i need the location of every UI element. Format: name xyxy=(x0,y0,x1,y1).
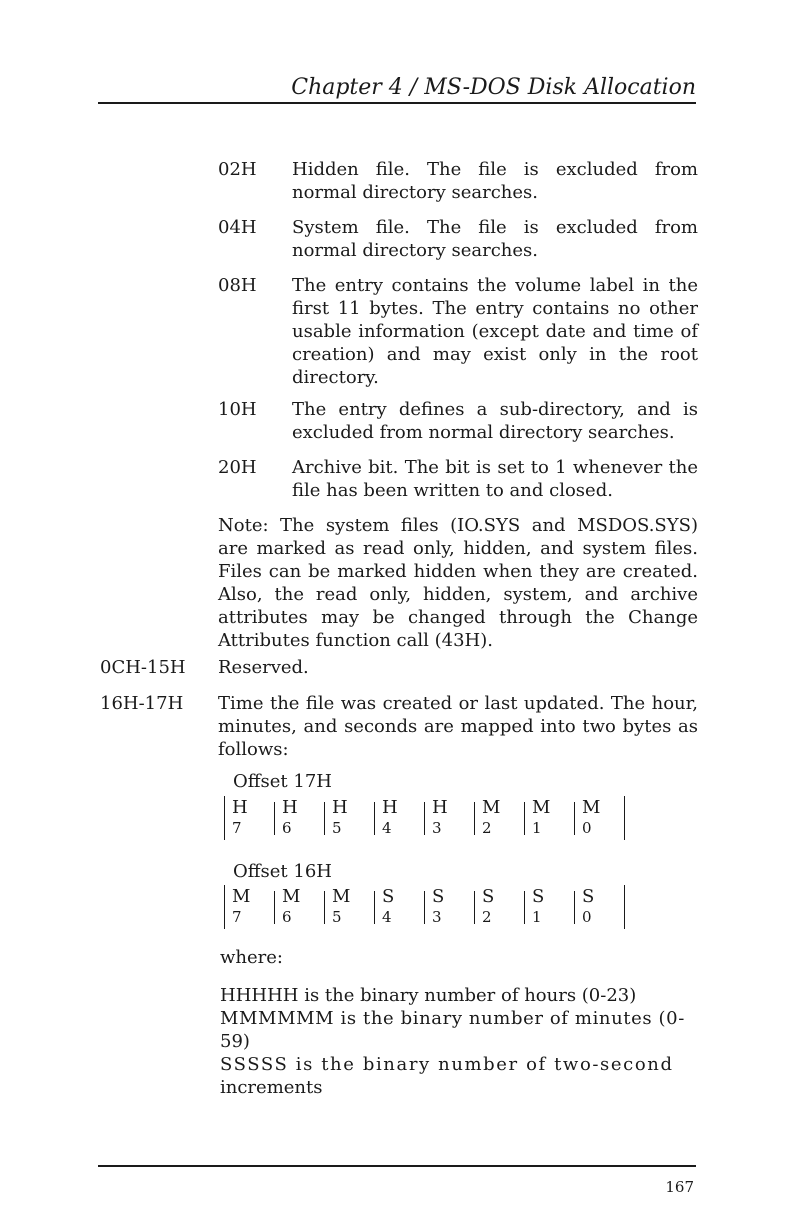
attribute-description: System file. The file is excluded from normal directory searches. xyxy=(292,217,698,261)
attribute-code: 08H xyxy=(218,275,257,296)
bit-divider xyxy=(374,802,375,835)
bit-divider xyxy=(324,802,325,835)
header-rule xyxy=(98,102,696,104)
bit-field-letter: H xyxy=(432,797,448,818)
field-offset-label: 16H-17H xyxy=(100,693,184,714)
bit-cell xyxy=(232,797,248,837)
bit-cell xyxy=(482,886,494,926)
bit-number: 2 xyxy=(482,908,492,926)
bit-number: 6 xyxy=(282,908,292,926)
bit-field-letter: M xyxy=(232,886,251,907)
bit-cell xyxy=(332,886,350,926)
bit-divider xyxy=(624,796,625,840)
footer-rule xyxy=(98,1165,696,1167)
bit-divider xyxy=(374,891,375,924)
bit-cell xyxy=(482,797,500,837)
bit-field-letter: H xyxy=(282,797,298,818)
chapter-header: Chapter 4 / MS-DOS Disk Allocation xyxy=(291,75,696,100)
attribute-code: 20H xyxy=(218,457,257,478)
bit-cell xyxy=(432,797,448,837)
attribute-description: Archive bit. The bit is set to 1 whenever the file has been written to and closed. xyxy=(292,457,698,501)
attribute-note: Note: The system files (IO.SYS and MSDOS.SYS) are marked as read only, hidden, and system files. Files can be marked hidden when they are created. Also, the read only, hidden, system, and archive attributes may be changed through the Change Attributes function call (43H). xyxy=(218,515,698,651)
bit-cell xyxy=(582,797,600,837)
bit-cell xyxy=(432,886,444,926)
bit-number: 5 xyxy=(332,819,342,837)
bit-number: 1 xyxy=(532,819,542,837)
attribute-code: 10H xyxy=(218,399,257,420)
bit-cell xyxy=(532,886,544,926)
bit-divider xyxy=(424,802,425,835)
offset-16h-bit-table xyxy=(224,885,624,931)
bit-number: 7 xyxy=(232,908,242,926)
bit-field-letter: S xyxy=(432,886,445,907)
bit-number: 2 xyxy=(482,819,492,837)
where-label: where: xyxy=(220,947,283,968)
bit-number: 0 xyxy=(582,908,592,926)
seconds-definition: SSSSS is the binary number of two-second xyxy=(220,1054,674,1075)
attribute-code: 02H xyxy=(218,159,257,180)
bit-number: 4 xyxy=(382,908,392,926)
bit-field-letter: H xyxy=(332,797,348,818)
offset-16h-title: Offset 16H xyxy=(233,861,332,882)
bit-field-letter: S xyxy=(382,886,395,907)
minutes-definition: MMMMMM is the binary number of minutes (0- xyxy=(220,1008,685,1029)
bit-number: 5 xyxy=(332,908,342,926)
bit-divider xyxy=(624,885,625,929)
bit-cell xyxy=(582,886,594,926)
bit-number: 3 xyxy=(432,819,442,837)
bit-field-letter: M xyxy=(332,886,351,907)
offset-17h-title: Offset 17H xyxy=(233,771,332,792)
bit-number: 1 xyxy=(532,908,542,926)
seconds-definition-continued: increments xyxy=(220,1077,323,1098)
bit-field-letter: S xyxy=(482,886,495,907)
bit-cell xyxy=(382,886,394,926)
bit-cell xyxy=(282,886,300,926)
bit-field-letter: M xyxy=(532,797,551,818)
minutes-definition-continued: 59) xyxy=(220,1031,250,1052)
bit-field-letter: S xyxy=(582,886,595,907)
field-offset-label: 0CH-15H xyxy=(100,657,186,678)
bit-field-letter: M xyxy=(582,797,601,818)
attribute-code: 04H xyxy=(218,217,257,238)
bit-cell xyxy=(532,797,550,837)
bit-field-letter: H xyxy=(232,797,248,818)
bit-cell xyxy=(332,797,348,837)
bit-divider xyxy=(324,891,325,924)
bit-cell xyxy=(232,886,250,926)
bit-divider xyxy=(274,802,275,835)
bit-divider xyxy=(224,796,225,840)
field-description: Time the file was created or last updated. The hour, minutes, and seconds are mapped into two bytes as follows: xyxy=(218,693,698,760)
bit-divider xyxy=(424,891,425,924)
bit-number: 6 xyxy=(282,819,292,837)
bit-cell xyxy=(282,797,298,837)
bit-number: 3 xyxy=(432,908,442,926)
attribute-description: Hidden file. The file is excluded from normal directory searches. xyxy=(292,159,698,203)
offset-17h-bit-table xyxy=(224,796,624,842)
bit-field-letter: M xyxy=(482,797,501,818)
bit-divider xyxy=(274,891,275,924)
attribute-description: The entry contains the volume label in the first 11 bytes. The entry contains no other usable information (except date and time of creation) and may exist only in the root directory. xyxy=(292,275,698,388)
bit-number: 7 xyxy=(232,819,242,837)
page-number: 167 xyxy=(665,1178,694,1196)
hours-definition: HHHHH is the binary number of hours (0-23) xyxy=(220,985,637,1006)
bit-divider xyxy=(474,802,475,835)
bit-divider xyxy=(524,802,525,835)
field-description: Reserved. xyxy=(218,657,309,678)
attribute-description: The entry defines a sub-directory, and is excluded from normal directory searches. xyxy=(292,399,698,443)
bit-divider xyxy=(224,885,225,929)
bit-number: 4 xyxy=(382,819,392,837)
bit-field-letter: S xyxy=(532,886,545,907)
bit-field-letter: H xyxy=(382,797,398,818)
bit-cell xyxy=(382,797,398,837)
bit-divider xyxy=(574,802,575,835)
bit-number: 0 xyxy=(582,819,592,837)
bit-divider xyxy=(474,891,475,924)
bit-field-letter: M xyxy=(282,886,301,907)
bit-divider xyxy=(574,891,575,924)
bit-divider xyxy=(524,891,525,924)
